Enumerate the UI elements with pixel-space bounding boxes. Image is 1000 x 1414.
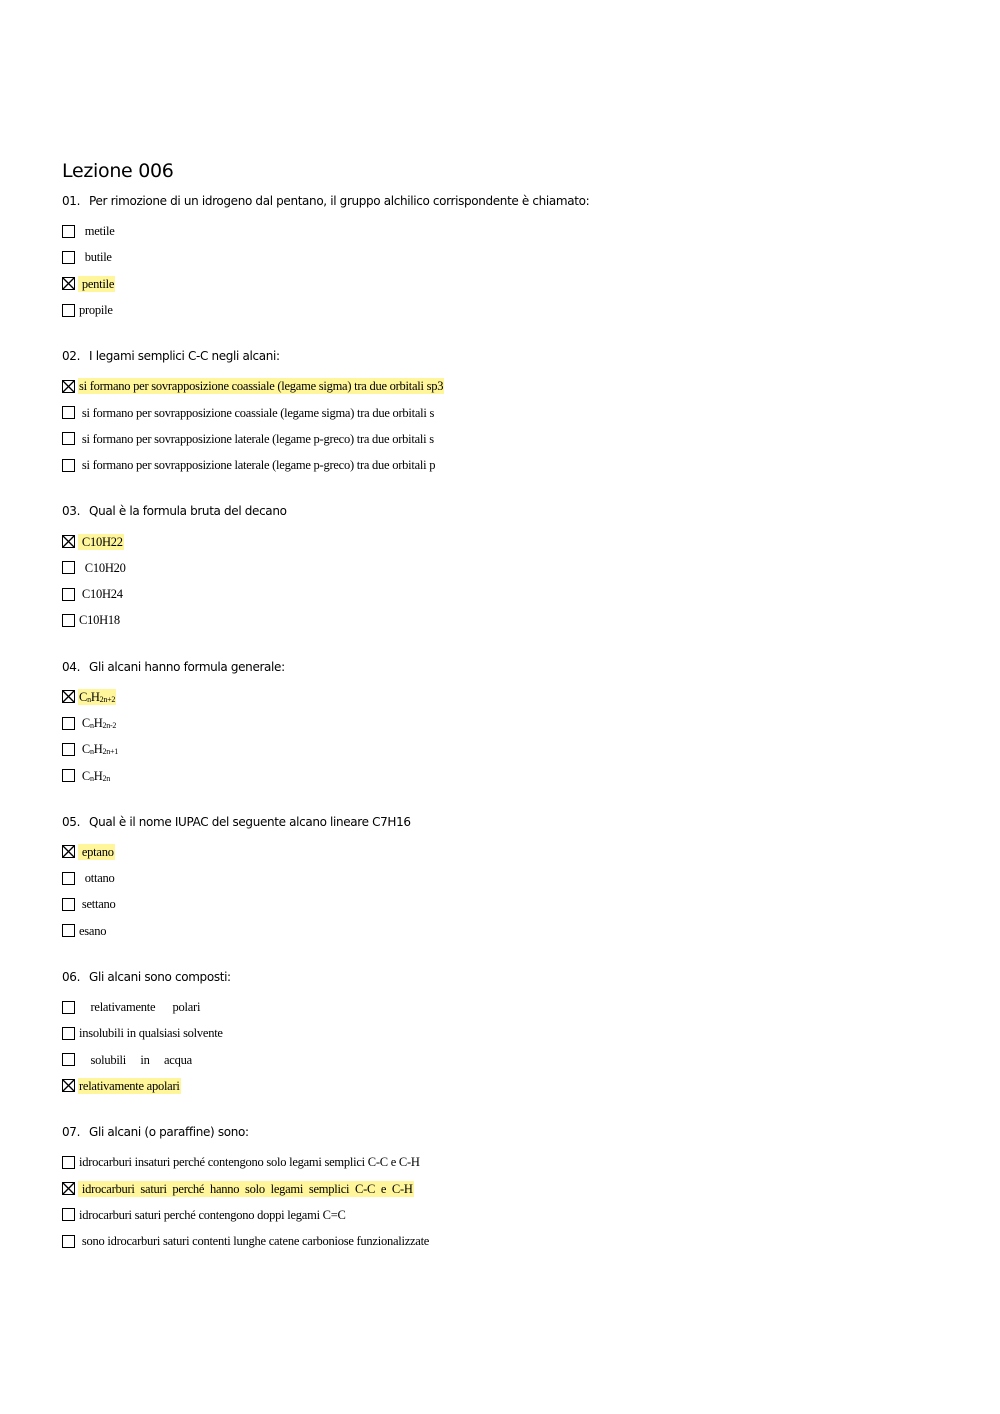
formula-carbon: C <box>79 742 90 757</box>
document-page <box>62 158 962 1278</box>
question-label: Per rimozione di un idrogeno dal pentano, il gruppo alchilico corrispondente è chiamato: <box>89 194 590 208</box>
check-x-icon <box>62 845 75 858</box>
answer-formula <box>78 689 116 705</box>
answer-text: C10H24 <box>79 587 123 602</box>
answer-option <box>62 839 962 865</box>
answer-option <box>62 426 962 452</box>
answer-text: eptano <box>79 844 114 859</box>
answer-option <box>62 994 962 1020</box>
checkbox[interactable] <box>62 432 75 445</box>
page-title: Lezione 006 <box>62 160 174 182</box>
answer-text: relativamente polari <box>79 1000 201 1015</box>
answer-option <box>62 297 962 323</box>
answer-formula <box>78 715 117 731</box>
question-number: 04. <box>62 659 81 674</box>
answer-option <box>62 891 962 917</box>
answer-option <box>62 1073 962 1099</box>
answer-text: idrocarburi saturi perché hanno solo legami semplici C-C e C-H <box>79 1181 413 1196</box>
checkbox[interactable] <box>62 225 75 238</box>
checkbox-checked[interactable] <box>62 1079 75 1092</box>
answer-option <box>62 555 962 581</box>
answer-option <box>62 607 962 633</box>
answer-formula <box>78 768 111 784</box>
answer-option <box>62 1175 962 1201</box>
checkbox-checked[interactable] <box>62 535 75 548</box>
answer-option <box>62 218 962 244</box>
formula-subscript: n <box>89 773 94 783</box>
answer-text: C10H20 <box>79 560 126 575</box>
checkbox[interactable] <box>62 588 75 601</box>
question-03 <box>62 502 962 633</box>
checkbox[interactable] <box>62 1156 75 1169</box>
answer-text: metile <box>79 224 115 239</box>
formula-subscript: 2n <box>102 773 110 783</box>
checkbox[interactable] <box>62 614 75 627</box>
question-label: Qual è il nome IUPAC del seguente alcano lineare C7H16 <box>89 814 411 829</box>
question-number: 06. <box>62 969 81 984</box>
check-x-icon <box>62 277 75 290</box>
answer-option <box>62 373 962 399</box>
answer-text: insolubili in qualsiasi solvente <box>79 1026 223 1041</box>
checkbox[interactable] <box>62 304 75 317</box>
check-x-icon <box>62 690 75 703</box>
formula-hydrogen: H <box>93 716 103 730</box>
answer-option <box>62 528 962 554</box>
answer-option <box>62 684 962 710</box>
formula-subscript: n <box>87 694 91 704</box>
answer-option <box>62 1228 962 1254</box>
question-label: I legami semplici C-C negli alcani: <box>89 349 280 364</box>
answer-text: esano <box>79 923 107 938</box>
question-number: 03. <box>62 504 81 519</box>
formula-subscript: 2n-2 <box>102 721 117 730</box>
formula-subscript: 2n+1 <box>102 747 119 757</box>
checkbox[interactable] <box>62 769 75 782</box>
checkbox[interactable] <box>62 1053 75 1066</box>
answer-option <box>62 865 962 891</box>
checkbox[interactable] <box>62 406 75 419</box>
checkbox-checked[interactable] <box>62 380 75 393</box>
question-02 <box>62 347 962 478</box>
check-x-icon <box>62 1079 75 1092</box>
answer-option <box>62 918 962 944</box>
question-text <box>62 813 962 831</box>
checkbox[interactable] <box>62 1208 75 1221</box>
answer-text: butile <box>79 250 112 265</box>
answer-option <box>62 1202 962 1228</box>
question-04 <box>62 658 962 789</box>
checkbox[interactable] <box>62 872 75 885</box>
question-number: 02. <box>62 349 81 364</box>
checkbox[interactable] <box>62 1027 75 1040</box>
checkbox[interactable] <box>62 743 75 756</box>
answer-option <box>62 581 962 607</box>
answer-option <box>62 762 962 788</box>
answer-text: ottano <box>79 871 115 886</box>
check-x-icon <box>62 535 75 548</box>
checkbox[interactable] <box>62 717 75 730</box>
answer-option <box>62 1020 962 1046</box>
checkbox-checked[interactable] <box>62 277 75 290</box>
checkbox-checked[interactable] <box>62 690 75 703</box>
formula-hydrogen: H <box>90 689 100 704</box>
question-label: Gli alcani sono composti: <box>89 969 231 984</box>
answer-text: solubili in acqua <box>79 1052 192 1067</box>
answer-text: idrocarburi insaturi perché contengono solo legami semplici C-C e C-H <box>79 1155 420 1170</box>
answer-text: sono idrocarburi saturi contenti lunghe catene carboniose funzionalizzate <box>79 1234 430 1249</box>
formula-subscript: 2n+2 <box>99 694 116 704</box>
question-text <box>62 658 962 676</box>
question-text <box>62 502 962 520</box>
answer-option <box>62 399 962 425</box>
checkbox[interactable] <box>62 251 75 264</box>
question-text <box>62 192 962 210</box>
formula-hydrogen: H <box>93 768 103 783</box>
question-text <box>62 968 962 986</box>
question-01 <box>62 192 962 323</box>
answer-text: settano <box>79 897 116 912</box>
answer-option <box>62 244 962 270</box>
answer-text: idrocarburi saturi perché contengono doppi legami C=C <box>79 1207 346 1222</box>
formula-carbon: C <box>79 689 88 704</box>
answer-text: relativamente apolari <box>79 1078 180 1093</box>
answer-text: si formano per sovrapposizione coassiale (legame sigma) tra due orbitali s <box>79 405 435 420</box>
check-x-icon <box>62 1182 75 1195</box>
question-06 <box>62 968 962 1099</box>
answer-option <box>62 1047 962 1073</box>
formula-hydrogen: H <box>93 742 103 757</box>
answer-formula <box>78 741 119 757</box>
checkbox[interactable] <box>62 1001 75 1014</box>
checkbox[interactable] <box>62 459 75 472</box>
answer-text: si formano per sovrapposizione laterale (legame p-greco) tra due orbitali s <box>79 431 434 446</box>
answer-option <box>62 736 962 762</box>
question-number: 05. <box>62 814 81 829</box>
answer-text: si formano per sovrapposizione coassiale (legame sigma) tra due orbitali sp3 <box>79 379 444 394</box>
question-number: 07. <box>62 1125 81 1140</box>
checkbox[interactable] <box>62 561 75 574</box>
question-07 <box>62 1123 962 1254</box>
answer-text: C10H18 <box>79 613 120 628</box>
answer-text: pentile <box>79 276 115 291</box>
answer-text: si formano per sovrapposizione laterale (legame p-greco) tra due orbitali p <box>79 458 436 473</box>
check-x-icon <box>62 380 75 393</box>
checkbox-checked[interactable] <box>62 1182 75 1195</box>
answer-text: C10H22 <box>79 534 123 549</box>
answer-option <box>62 452 962 478</box>
checkbox-checked[interactable] <box>62 845 75 858</box>
checkbox[interactable] <box>62 924 75 937</box>
question-label: Gli alcani hanno formula generale: <box>89 659 285 674</box>
formula-carbon: C <box>79 716 90 730</box>
question-text <box>62 347 962 365</box>
answer-option <box>62 271 962 297</box>
checkbox[interactable] <box>62 1235 75 1248</box>
formula-subscript: n <box>89 721 94 730</box>
formula-carbon: C <box>79 768 90 783</box>
question-text <box>62 1123 962 1141</box>
answer-option <box>62 1149 962 1175</box>
question-05 <box>62 813 962 944</box>
question-label: Qual è la formula bruta del decano <box>89 504 287 519</box>
answer-text: propile <box>79 303 113 318</box>
formula-subscript: n <box>89 747 94 757</box>
question-label: Gli alcani (o paraffine) sono: <box>89 1125 249 1140</box>
answer-option <box>62 710 962 736</box>
question-number: 01. <box>62 194 81 208</box>
checkbox[interactable] <box>62 898 75 911</box>
